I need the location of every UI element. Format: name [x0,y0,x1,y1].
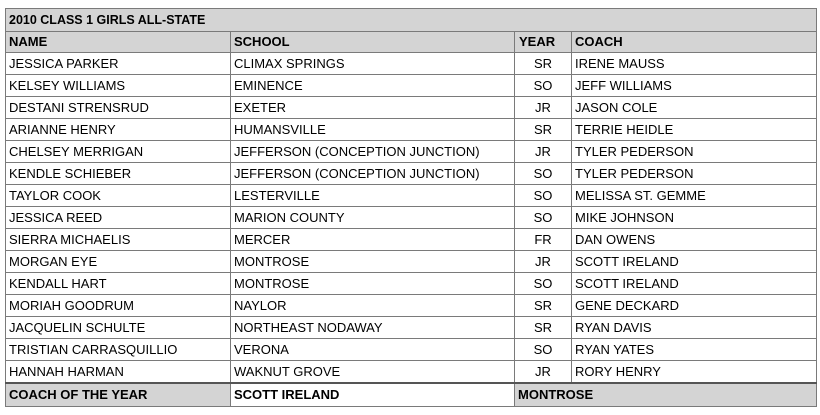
table-row [6,75,817,97]
cell-name: KENDLE SCHIEBER [6,163,231,185]
cell-school: MERCER [231,229,515,251]
coach-of-year-name: SCOTT IRELAND [231,383,515,407]
table-title-row [6,9,817,32]
cell-name: ARIANNE HENRY [6,119,231,141]
cell-coach: TYLER PEDERSON [572,141,817,163]
all-state-table [5,8,817,407]
cell-name: JACQUELIN SCHULTE [6,317,231,339]
cell-year: SO [515,207,572,229]
table-row [6,339,817,361]
cell-year: SR [515,53,572,75]
table-row [6,185,817,207]
cell-name: TAYLOR COOK [6,185,231,207]
table-title: 2010 CLASS 1 GIRLS ALL-STATE [6,9,817,32]
header-name: NAME [6,32,231,53]
table-row [6,273,817,295]
cell-coach: RORY HENRY [572,361,817,384]
cell-year: JR [515,251,572,273]
cell-school: EMINENCE [231,75,515,97]
table-row [6,251,817,273]
cell-coach: TERRIE HEIDLE [572,119,817,141]
coach-of-year-row [6,383,817,407]
cell-coach: GENE DECKARD [572,295,817,317]
cell-coach: TYLER PEDERSON [572,163,817,185]
cell-coach: SCOTT IRELAND [572,251,817,273]
cell-year: JR [515,141,572,163]
cell-coach: IRENE MAUSS [572,53,817,75]
cell-name: TRISTIAN CARRASQUILLIO [6,339,231,361]
cell-year: JR [515,97,572,119]
cell-year: SR [515,317,572,339]
table-row [6,229,817,251]
cell-year: SO [515,273,572,295]
cell-year: JR [515,361,572,384]
cell-school: JEFFERSON (CONCEPTION JUNCTION) [231,163,515,185]
cell-name: JESSICA REED [6,207,231,229]
cell-year: SR [515,119,572,141]
cell-year: SO [515,339,572,361]
cell-year: SO [515,163,572,185]
table-row [6,53,817,75]
table-row [6,317,817,339]
table-row [6,119,817,141]
cell-school: WAKNUT GROVE [231,361,515,384]
table-row [6,163,817,185]
cell-school: EXETER [231,97,515,119]
cell-school: HUMANSVILLE [231,119,515,141]
cell-year: FR [515,229,572,251]
coach-of-year-label: COACH OF THE YEAR [6,383,231,407]
cell-name: CHELSEY MERRIGAN [6,141,231,163]
cell-name: KELSEY WILLIAMS [6,75,231,97]
cell-school: LESTERVILLE [231,185,515,207]
header-row [6,32,817,53]
cell-coach: RYAN DAVIS [572,317,817,339]
cell-year: SR [515,295,572,317]
coach-of-year-school: MONTROSE [515,383,817,407]
cell-school: NAYLOR [231,295,515,317]
cell-school: MARION COUNTY [231,207,515,229]
cell-school: VERONA [231,339,515,361]
cell-coach: MIKE JOHNSON [572,207,817,229]
table-row [6,97,817,119]
table-row [6,141,817,163]
header-school: SCHOOL [231,32,515,53]
cell-name: SIERRA MICHAELIS [6,229,231,251]
table-row [6,361,817,384]
cell-name: MORGAN EYE [6,251,231,273]
cell-coach: JASON COLE [572,97,817,119]
cell-school: MONTROSE [231,251,515,273]
cell-name: HANNAH HARMAN [6,361,231,384]
table-row [6,207,817,229]
cell-school: NORTHEAST NODAWAY [231,317,515,339]
cell-coach: RYAN YATES [572,339,817,361]
cell-coach: MELISSA ST. GEMME [572,185,817,207]
cell-name: KENDALL HART [6,273,231,295]
cell-name: JESSICA PARKER [6,53,231,75]
header-coach: COACH [572,32,817,53]
cell-coach: JEFF WILLIAMS [572,75,817,97]
cell-coach: SCOTT IRELAND [572,273,817,295]
cell-name: MORIAH GOODRUM [6,295,231,317]
cell-year: SO [515,75,572,97]
cell-name: DESTANI STRENSRUD [6,97,231,119]
cell-school: CLIMAX SPRINGS [231,53,515,75]
cell-year: SO [515,185,572,207]
cell-school: JEFFERSON (CONCEPTION JUNCTION) [231,141,515,163]
header-year: YEAR [515,32,572,53]
cell-school: MONTROSE [231,273,515,295]
cell-coach: DAN OWENS [572,229,817,251]
table-row [6,295,817,317]
